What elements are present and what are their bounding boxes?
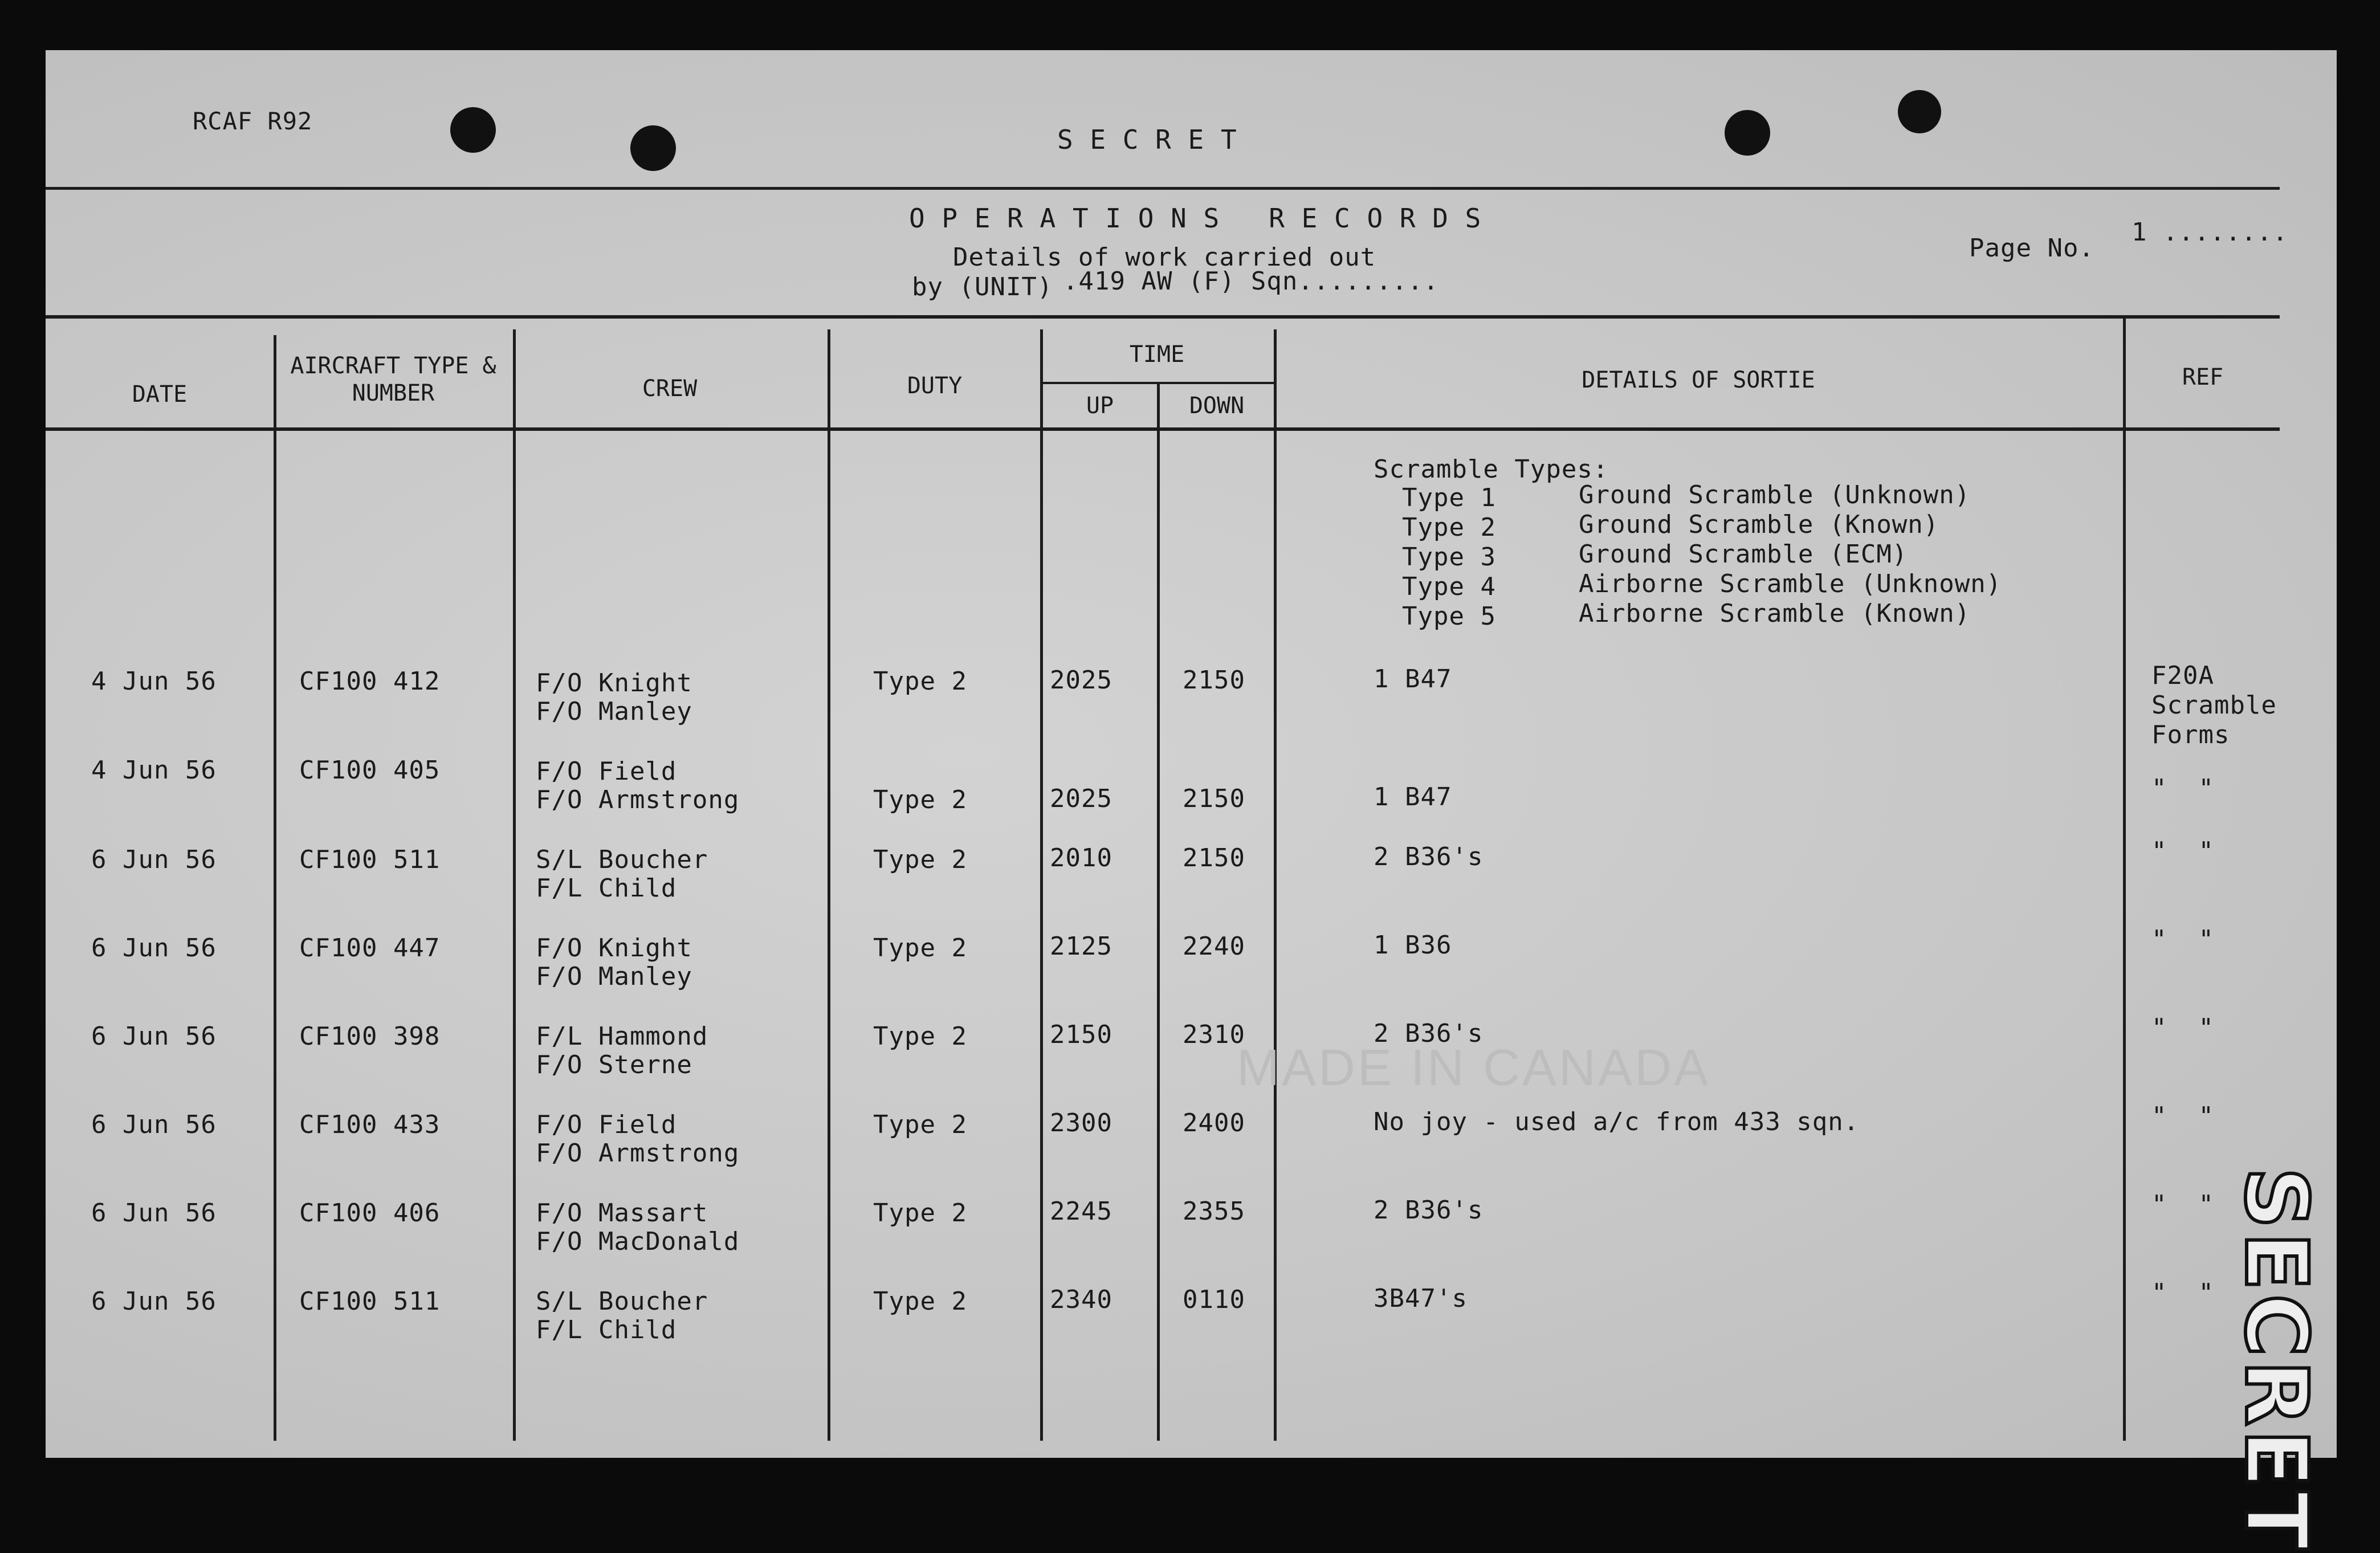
- cell-details: 1 B47: [1374, 782, 1452, 812]
- cell-crew-navigator: F/L Child: [536, 1315, 677, 1344]
- col-header-duty: DUTY: [907, 373, 963, 399]
- cell-aircraft: CF100 511: [299, 845, 441, 874]
- col-divider: [1274, 329, 1277, 1441]
- cell-ref: F20A Scramble Forms: [2151, 661, 2277, 749]
- punch-hole: [450, 107, 496, 153]
- cell-duty: Type 2: [873, 785, 967, 814]
- cell-date: 6 Jun 56: [91, 845, 217, 874]
- cell-down: 2150: [1183, 784, 1245, 813]
- cell-aircraft: CF100 511: [299, 1287, 441, 1316]
- cell-duty: Type 2: [873, 1287, 967, 1316]
- col-divider: [513, 329, 516, 1441]
- col-divider: [2123, 318, 2126, 1441]
- col-header-date: DATE: [132, 381, 188, 407]
- cell-ref: " ": [2151, 1190, 2214, 1219]
- col-header-crew: CREW: [642, 376, 698, 402]
- cell-details: 2 B36's: [1374, 1019, 1484, 1048]
- cell-details: 3B47's: [1374, 1284, 1468, 1313]
- legend-type: Type 2: [1402, 513, 1496, 542]
- secret-stamp: SECRET: [2226, 1167, 2325, 1553]
- cell-ref: " ": [2151, 837, 2214, 866]
- cell-crew-pilot: S/L Boucher: [536, 1287, 708, 1316]
- cell-crew-navigator: F/O Armstrong: [536, 1139, 740, 1168]
- cell-details: 1 B47: [1374, 665, 1452, 694]
- cell-date: 4 Jun 56: [91, 756, 217, 785]
- cell-crew-pilot: F/O Knight: [536, 934, 692, 963]
- legend-type: Type 5: [1402, 602, 1496, 631]
- cell-date: 6 Jun 56: [91, 1199, 217, 1228]
- cell-aircraft: CF100 447: [299, 934, 441, 963]
- cell-duty: Type 2: [873, 667, 967, 696]
- cell-crew-pilot: F/O Field: [536, 757, 677, 786]
- cell-aircraft: CF100 406: [299, 1199, 441, 1228]
- cell-up: 2150: [1050, 1020, 1112, 1049]
- legend-desc: Ground Scramble (Unknown): [1579, 480, 1971, 509]
- legend-desc: Ground Scramble (Known): [1579, 510, 1939, 539]
- cell-aircraft: CF100 412: [299, 667, 441, 696]
- cell-down: 2400: [1183, 1108, 1245, 1138]
- cell-down: 2310: [1183, 1020, 1245, 1049]
- cell-up: 2010: [1050, 843, 1112, 873]
- legend-type: Type 4: [1402, 572, 1496, 601]
- punch-hole: [630, 125, 676, 171]
- cell-duty: Type 2: [873, 1199, 967, 1228]
- col-header-aircraft: AIRCRAFT TYPE & NUMBER: [290, 353, 496, 406]
- cell-crew-navigator: F/O Armstrong: [536, 785, 740, 814]
- punch-hole: [1898, 90, 1941, 133]
- cell-crew-navigator: F/O Sterne: [536, 1050, 692, 1079]
- cell-duty: Type 2: [873, 845, 967, 874]
- cell-down: 2150: [1183, 666, 1245, 695]
- cell-details: No joy - used a/c from 433 sqn.: [1374, 1107, 1860, 1136]
- table-top-rule: [46, 315, 2280, 319]
- ref-code: RCAF R92: [193, 107, 313, 135]
- header-bottom-rule: [46, 427, 2280, 431]
- cell-down: 0110: [1183, 1285, 1245, 1314]
- cell-date: 6 Jun 56: [91, 1287, 217, 1316]
- record-sheet: [46, 50, 2337, 1553]
- col-header-up: UP: [1086, 393, 1114, 419]
- cell-duty: Type 2: [873, 1022, 967, 1051]
- cell-down: 2240: [1183, 932, 1245, 961]
- col-header-details: DETAILS OF SORTIE: [1582, 367, 1815, 393]
- cell-date: 6 Jun 56: [91, 1110, 217, 1139]
- cell-crew-pilot: S/L Boucher: [536, 845, 708, 874]
- cell-aircraft: CF100 405: [299, 756, 441, 785]
- cell-up: 2025: [1050, 784, 1112, 813]
- cell-date: 6 Jun 56: [91, 1022, 217, 1051]
- cell-aircraft: CF100 433: [299, 1110, 441, 1139]
- cell-up: 2125: [1050, 932, 1112, 961]
- col-header-down: DOWN: [1189, 393, 1245, 419]
- cell-aircraft: CF100 398: [299, 1022, 441, 1051]
- cell-down: 2150: [1183, 843, 1245, 873]
- unit-value: .419 AW (F) Sqn.........: [1063, 267, 1439, 296]
- cell-up: 2300: [1050, 1108, 1112, 1138]
- cell-date: 4 Jun 56: [91, 667, 217, 696]
- punch-hole: [1725, 110, 1770, 156]
- col-divider: [1157, 384, 1160, 1441]
- cell-ref: " ": [2151, 774, 2214, 803]
- legend-desc: Airborne Scramble (Unknown): [1579, 569, 2002, 598]
- legend-type: Type 3: [1402, 543, 1496, 572]
- cell-crew-pilot: F/O Knight: [536, 669, 692, 698]
- cell-up: 2245: [1050, 1197, 1112, 1226]
- page-number-label: Page No.: [1969, 234, 2094, 263]
- cell-duty: Type 2: [873, 1110, 967, 1139]
- classification-label: S E C R E T: [1057, 124, 1237, 155]
- cell-up: 2340: [1050, 1285, 1112, 1314]
- legend-desc: Ground Scramble (ECM): [1579, 540, 1908, 569]
- cell-crew-navigator: F/O Manley: [536, 962, 692, 991]
- cell-duty: Type 2: [873, 934, 967, 963]
- cell-crew-pilot: F/O Field: [536, 1110, 677, 1139]
- cell-crew-pilot: F/O Massart: [536, 1199, 708, 1228]
- col-divider: [1040, 329, 1043, 1441]
- legend-desc: Airborne Scramble (Known): [1579, 599, 1971, 628]
- legend-heading: Scramble Types:: [1374, 455, 1609, 484]
- cell-crew-navigator: F/O Manley: [536, 697, 692, 726]
- cell-date: 6 Jun 56: [91, 934, 217, 963]
- watermark: MADE IN CANADA: [1237, 1040, 1711, 1097]
- cell-down: 2355: [1183, 1197, 1245, 1226]
- cell-crew-pilot: F/L Hammond: [536, 1022, 708, 1051]
- cell-ref: " ": [2151, 1013, 2214, 1042]
- cell-details: 2 B36's: [1374, 1196, 1484, 1225]
- cell-crew-navigator: F/L Child: [536, 874, 677, 903]
- col-divider: [828, 329, 830, 1441]
- legend-type: Type 1: [1402, 483, 1496, 512]
- cell-details: 1 B36: [1374, 931, 1452, 960]
- cell-up: 2025: [1050, 666, 1112, 695]
- cell-ref: " ": [2151, 1278, 2214, 1307]
- cell-ref: " ": [2151, 1102, 2214, 1131]
- col-header-ref: REF: [2182, 364, 2224, 390]
- col-divider: [274, 335, 276, 1441]
- cell-ref: " ": [2151, 925, 2214, 954]
- cell-crew-navigator: F/O MacDonald: [536, 1227, 740, 1256]
- cell-details: 2 B36's: [1374, 842, 1484, 871]
- header-rule: [46, 187, 2280, 190]
- page-subtitle: Details of work carried out: [953, 243, 1376, 272]
- col-header-time: TIME: [1129, 341, 1185, 368]
- unit-label: by (UNIT): [912, 272, 1053, 301]
- page-number-value: 1 ........: [2132, 218, 2288, 247]
- page-title: O P E R A T I O N S R E C O R D S: [909, 203, 1482, 234]
